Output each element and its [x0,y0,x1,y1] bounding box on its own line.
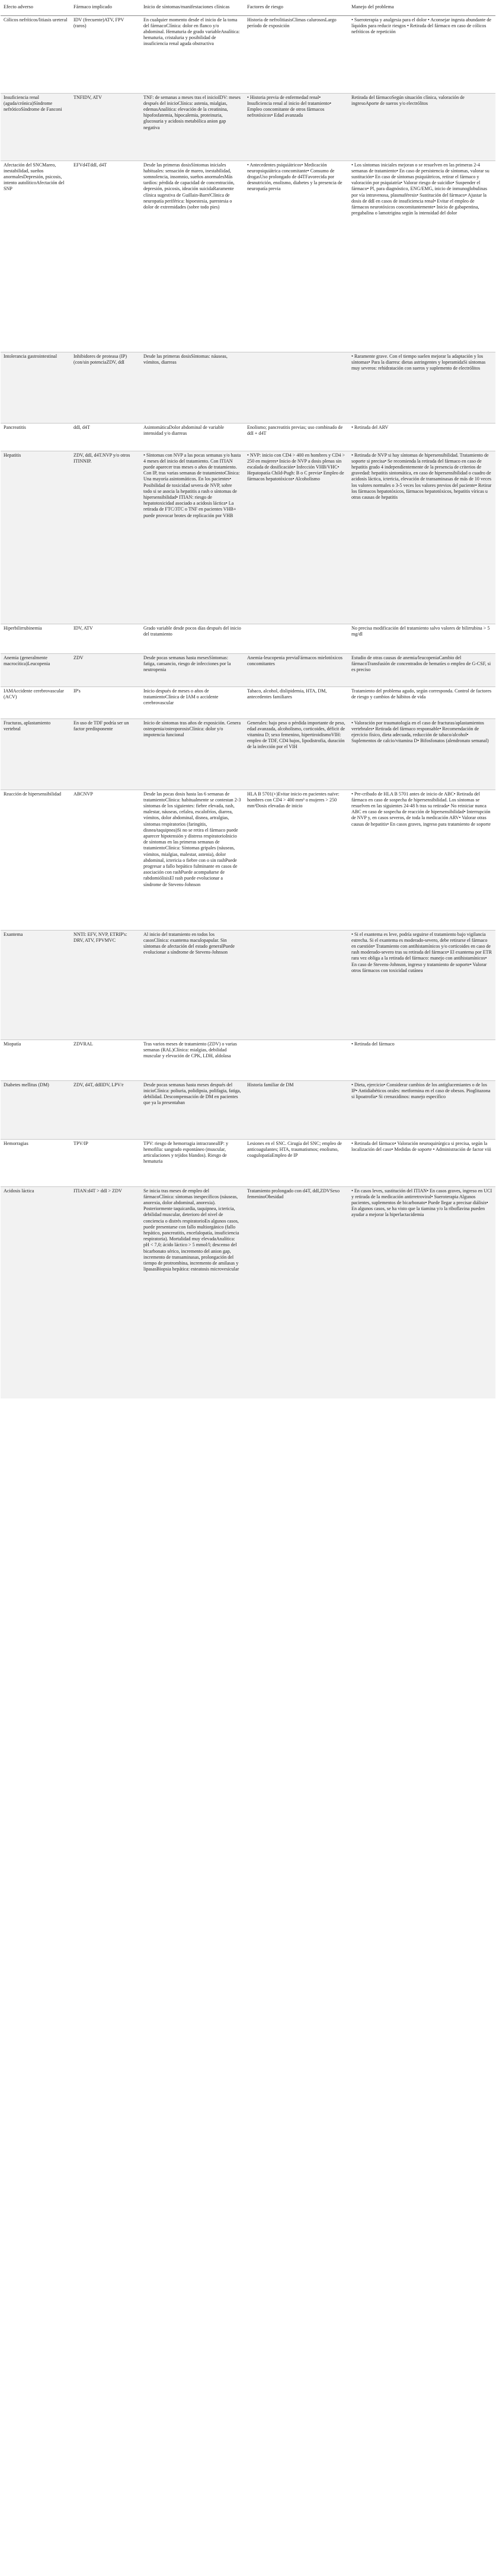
cell-efecto-adverso: Afectación del SNCMareo, inestabilidad, sueños anormalesDepresión, psicosis, intento autolíticoAfectación del SNP [4,162,65,192]
cell-efecto-adverso: Hiperbilirrubinemia [4,625,42,631]
table-row [1,1040,495,1080]
cell-inicio-sintomas: Desde las primeras dosisSíntomas: náuseas, vómitos, diarreas [143,353,228,365]
cell-farmaco: ITIAN:d4T > ddI > ZDV [73,1188,122,1194]
table-row [1,15,495,93]
cell-inicio-sintomas: En cualquier momento desde el inicio de la toma del fármacoClínica: dolor en flanco y/o abdominal. Hematuria de grado variableAnalítica: hematuria, cristaluria y posibilidad de insuficiencia renal aguda obstructiva [143,17,240,47]
cell-efecto-adverso: Insuficiencia renal (aguda/crónica)Síndrome nefróticoSíndrome de Fanconi [4,94,62,112]
cell-farmaco: ABCNVP [73,791,93,797]
cell-efecto-adverso: Intolerancia gastrointestinal [4,353,57,359]
table-row [1,93,495,161]
cell-inicio-sintomas: • Síntomas con NVP a las pocas semanas y/o hasta 4 meses del inicio del tratamiento. Con ITIAN puede aparecer tras meses o años de tratamiento. Con IP, tras varias semanas de tratamientoClínica: Una mayoría asintomáticos. En los pacientes• Posibilidad de toxicidad severa de NVP, sobre todo si se asocia la hepatitis a rash o síntomas de hipersensibilidad• ITIAN: riesgo de hepatotoxicidad asociado a acidosis láctica• La retirada de FTC/3TC o TNF en pacientes VHB+ puede provocar brotes de replicación por VHB [143,452,241,518]
header-inicio-sintomas: Inicio de síntomas/manifestaciones clínicas [140,1,244,15]
table-row [1,653,495,686]
cell-inicio-sintomas: TNF: de semanas a meses tras el inicioIDV: meses después del inicioClínica: astenia, mialgias, edemasAnalítica: elevación de la creatinina, hipofosfatemia, hipocalemia, proteinuria, glucosuria y acidosis metabólica anion gap negativa [143,94,241,130]
cell-efecto-adverso: Fracturas, aplastamiento vertebral [4,720,51,732]
table-row [1,624,495,653]
cell-factores-riesgo [244,352,348,423]
cell-inicio-sintomas: AsintomáticaDolor abdominal de variable intensidad y/o diarreas [143,424,224,436]
header-factores-riesgo: Factores de riesgo [244,1,348,15]
cell-factores-riesgo [244,1040,348,1080]
cell-farmaco: TPV/IP [73,1140,88,1146]
cell-factores-riesgo: • Antecedentes psiquiátricos• Medicación neuropsiquiátrica concomitante• Consumo de drogasUso prolongado de d4TFavorecida por desnutrición, enolismo, diabetes y la presencia de neuropatía previa [247,162,343,192]
cell-farmaco: NNTI: EFV, NVP, ETRIP's: DRV, ATV, FPVMVC [73,931,127,943]
cell-factores-riesgo: Historia de nefrolitiasisClimas calurososLargo período de exposición [247,17,337,28]
cell-efecto-adverso: Hepatitis [4,452,21,458]
cell-factores-riesgo: Tabaco, alcohol, dislipidemia, HTA, DM, antecedentes familiares [247,688,327,700]
cell-factores-riesgo: • NVP: inicio con CD4 > 400 en hombres y CD4 > 250 en mujeres• Inicio de NVP a dosis plenas sin escalada de dosificación• Infección VHB/VHC• Hepatopatía Child-Pugh: B o C previa• Empleo de fármacos hepatotóxicos• Alcoholismo [247,452,345,482]
cell-farmaco: ddI, d4T [73,424,90,430]
cell-efecto-adverso: IAMAccidente cerebrovascular (ACV) [4,688,64,700]
cell-manejo: • En casos leves, sustitución del ITIAN• En casos graves, ingreso en UCI y retirada de la medicación antirretroviral• Sueroterapia Algunos pacientes, suplementos de bicarbonato• Puede llegar a precisar diálisis• En algunos casos, se ha visto que la tiamina y/o la riboflavina pueden ayudar a mejorar la hiperlactacidemia [351,1188,492,1218]
table-row [1,686,495,718]
cell-manejo: • Retirada del fármaco• Valoración neuroquirúrgica si precisa, según la localización del caso• Medidas de soporte • Administración de factor viii [351,1140,491,1152]
cell-manejo: Estudio de otras causas de anemia/leucopeniaCambio del fármacoTransfusión de concentrados de hematíes o empleo de G-CSF, si es preciso [351,655,491,672]
cell-inicio-sintomas: Tras varios meses de tratamiento (ZDV) o varias semanas (RAL)Clínica: mialgias, debilidad muscular y elevación de CPK, LDH, aldolasa [143,1041,237,1058]
table-row [1,451,495,624]
table-row [1,1186,495,1398]
cell-efecto-adverso: Cólicos nefríticos/litiasis ureteral [4,17,68,23]
table-row [1,423,495,451]
cell-inicio-sintomas: Desde las pocas dosis hasta las 6 semanas de tratamientoClínica: habitualmente se contestan 2-3 síntomas de los siguientes: fiebre elevada, rash, malestar, náuseas, cefalea, escalofríos, diarrea, vómitos, dolor abdominal, disnea, artralgias, síntomas respiratorios (faringitis, disnea/taquipnea)Si no se retira el fármaco puede aparecer hipotensión y distress respiratorioInicio de síntomas en las primeras semanas de tratamientoClínica: Síntomas gripales (náuseas, vómitos, mialgias, malestar, astenia), dolor abdominal, ictericia o fiebre con o sin rashPuede progresar a fallo hepático fulminante en casos de asociación con rashPuede acompañarse de rabdomiólisisEl rash puede evolucionar a síndrome de Stevens-Johnson [143,791,241,887]
cell-inicio-sintomas: Desde pocas semanas hasta meses después del inicioClínica: poliuria, polidipsia, polifagia, fatiga, debilidad. Descompensación de DM en pacientes que ya la presentaban [143,1082,241,1106]
table-row [1,790,495,930]
cell-factores-riesgo [244,624,348,653]
header-manejo: Manejo del problema [348,1,495,15]
cell-inicio-sintomas: Inicio de síntomas tras años de exposición. Genera osteopenia/osteoporosisClínica: dolor y/o impotencia funcional [143,720,241,737]
cell-efecto-adverso: Anemia (generalmente macrocítica)Leucopenia [4,655,50,666]
cell-inicio-sintomas: Desde pocas semanas hasta mesesSíntomas: fatiga, cansancio, riesgo de infecciones por la neutropenia [143,655,231,672]
cell-efecto-adverso: Exantema [4,931,23,937]
cell-farmaco: TNFIDV, ATV [73,94,102,100]
cell-efecto-adverso: Diabetes mellitus (DM) [4,1082,49,1087]
cell-manejo: • Retirada del ARV [351,424,389,430]
cell-farmaco: ZDV [73,655,84,660]
cell-inicio-sintomas: Desde las primeras dosisSíntomas iniciales habituales: sensación de mareo, inestabilidad, somnolencia, insomnio, sueños anormalesMás tardíos: pérdida de capacidad de concentración, depresión, psicosis, ideación suicidaRaramente clínica sugestiva de Guillain-BarréClínica de neuropatía periférica: hipoestesia, parestesia o dolor de extremidades (sobre todo pies) [143,162,235,210]
cell-manejo: Tratamiento del problema agudo, según corresponda. Control de factores de riesgo y cambios de hábitos de vida [351,688,492,700]
cell-manejo: • Retirada de NVP si hay síntomas de hipersensibilidad. Tratamiento de soporte si precisa• Se recomienda la retirada del fármaco en caso de hepatitis grado 4 independientemente de la presencia de criterios de gravedad: hepatitis sintomática, en caso de hipersensibilidad o cuadro de acidosis láctica, ictericia, elevación de transaminasas de más de 10 veces los valores normales o 3-5 veces los valores previos del paciente• Retirar los fármacos hepatotóxicos, fármacos hepatotóxicos, hepatitis víricas u otras causas de hepatitis [351,452,492,500]
cell-inicio-sintomas: Grado variable desde pocos días después del inicio del tratamiento [143,625,241,637]
cell-factores-riesgo: Lesiones en el SNC. Cirugía del SNC; empleo de anticoagulantes; HTA, traumatismos; enolismo, coagulopatíaEmpleo de IP [247,1140,342,1158]
cell-farmaco: Inhibidores de proteasa (IP) (con/sin potenciaZDV, ddI [73,353,127,365]
cell-efecto-adverso: Reacción de hipersensibilidad [4,791,62,797]
header-efecto-adverso: Efecto adverso [1,1,71,15]
cell-farmaco: IDV, ATV [73,625,93,631]
cell-factores-riesgo: Anemia-leucopenia previaFármacos mielotóxicos concomitantes [247,655,343,666]
cell-factores-riesgo: HLA B 5701(+)Evitar inicio en pacientes naïve: hombres con CD4 > 400 mm³ o mujeres > 250 mm³Dosis elevadas de inicio [247,791,340,809]
cell-farmaco: ZDV, d4T, ddIIDV, LPV/r [73,1082,124,1087]
cell-factores-riesgo [244,930,348,1040]
cell-manejo: • Raramente grave. Con el tiempo suelen mejorar la adaptación y los síntomas• Para la diarrea: dietas astringentes y loperamidaSi síntomas muy severos: rehidratación con sueros y suplemento de electrólitos [351,353,486,371]
header-farmaco: Fármaco implicado [71,1,140,15]
cell-manejo: • Dieta, ejercicio• Considerar cambios de los antiglucemiantes o de los IP• Antidiabéticos orales: metformina en el caso de obesos. Pioglitazona si lipoatrofia• Si crenaxidinos: manejo específico [351,1082,491,1099]
cell-efecto-adverso: Hemorragias [4,1140,28,1146]
adverse-effects-table [1,1,495,1398]
table-row [1,352,495,423]
cell-inicio-sintomas: TPV: riesgo de hemorragia intracranealIP: y hemofilia: sangrado espontáneo (muscular, articulaciones y tejidos blandos). Riesgo de hematuria [143,1140,229,1165]
table-row [1,718,495,790]
cell-factores-riesgo: Enolismo; pancreatitis previas; uso combinado de ddI + d4T [247,424,343,436]
cell-factores-riesgo: • Historia previa de enfermedad renal• Insuficiencia renal al inicio del tratamiento• Empleo concomitante de otros fármacos nefrotóxicos• Edad avanzada [247,94,331,118]
table-header-row [1,1,495,15]
cell-farmaco: IDV (frecuente)ATV, FPV (raros) [73,17,124,28]
cell-efecto-adverso: Miopatía [4,1041,21,1047]
table-row [1,930,495,1040]
table-row [1,161,495,352]
cell-farmaco: IP's [73,688,81,694]
cell-farmaco: ZDVRAL [73,1041,93,1047]
cell-farmaco: ZDV, ddI, d4T.NVP y/o otros ITINNIP. [73,452,130,464]
table-row [1,1080,495,1139]
cell-farmaco: En uso de TDF podría ser un factor predisponente [73,720,129,732]
cell-manejo: • Valoración por traumatología en el caso de fracturas/aplastamientos vertebrales• Retirada del fármaco responsable• Recomendación de ejercicio físico, dieta adecuada, reducción de tabaco/alcohol• Suplementos de calcio/vitamina D• Bifosfonatos (alendronato semanal) [351,720,489,744]
cell-inicio-sintomas: Se inicia tras meses de empleo del fármacoClínica: síntomas inespecíficos (náuseas, anorexia, dolor abdominal, anorexia). Posteriormente taquicardia, taquipnea, ictericia, debilidad muscular, deterioro del nivel de conciencia o distrés respiratorioEn algunos casos, puede presentarse con fallo multiorgánico (fallo hepático, pancreatitis, encefalopatía, insuficiencia respiratoria). Mortalidad muy elevadaAnalítica: pH < 7,0; ácido láctico > 5 mmol/l; descenso del bicarbonato sérico, incremento del anion gap, incremento de transaminasas, prolongación del tiempo de protrombina, incremento de amilasas y lipasasBiopsia hepática: esteatosis microvesicular [143,1188,239,1272]
cell-efecto-adverso: Acidosis láctica [4,1188,34,1194]
table-row [1,1139,495,1186]
cell-manejo: • Sueroterapia y analgesia para el dolor • Aconsejar ingesta abundante de líquidos para reducir riesgos • Retirada del fármaco en caso de cólicos nefríticos de repetición [351,17,492,34]
cell-inicio-sintomas: Al inicio del tratamiento en todos los casosClínica: exantema maculopapular. Sin síntomas de afectación del estado generalPuede evolucionar a síndrome de Stevens-Johnson [143,931,235,955]
cell-manejo: No precisa modificación del tratamiento salvo valores de bilirrubina > 5 mg/dl [351,625,490,637]
cell-factores-riesgo: Generales: bajo peso o pérdida importante de peso, edad avanzada, alcoholismo, corticoides, déficit de vitamina D; sexo femenino, hipertiroidismoVIH: empleo de TDF, CD4 bajos, lipodistrofia, duración de la infección por el VIH [247,720,345,750]
cell-manejo: • Pre-cribado de HLA B 5701 antes de inicio de ABC• Retirada del fármaco en caso de sospecha de hipersensibilidad. Los síntomas se resuelven en las siguientes 24-48 h tras su retirada• No reiniciar nunca ABC en caso de sospecha de reacción de hipersensibilidad• Interrupción de NVP y, en casos severos, de toda la medicación ARV• Valorar otras causas de hepatitis• En casos graves, ingreso para tratamiento de soporte [351,791,491,827]
cell-manejo: • Los síntomas iniciales mejoran o se resuelven en las primeras 2-4 semanas de tratamiento• En caso de persistencia de síntomas, valorar su sustitución• En caso de síntomas psiquiátricos, retirar el fármaco y valoración por psiquiatría• Valorar riesgo de suicidio• Suspender el fármaco• Pl, para diagnóstico, ENG/EMG, inicio de inmunoglobulinas por vía intravenosa, plasmaféresis• Sustitución del fármaco• Ajustar la dosis de ddI en casos de insuficiencia renal• Evitar el empleo de fármacos neurotóxicos concomitantemente• Inicio de gabapentina, pregabalina o lamotrigina según la intensidad del dolor [351,162,489,216]
cell-factores-riesgo: Historia familiar de DM [247,1082,294,1087]
cell-factores-riesgo: Tratamiento prolongado con d4T, ddI,ZDVSexo femeninoObesidad [247,1188,340,1199]
cell-farmaco: EFVd4TddI, d4T [73,162,107,168]
cell-manejo: Retirada del fármacoSegún situación clínica, valoración de ingresoAporte de sueros y/o electrólitos [351,94,465,106]
cell-efecto-adverso: Pancreatitis [4,424,26,430]
cell-manejo: • Retirada del fármaco [351,1041,395,1047]
cell-inicio-sintomas: Inicio después de meses o años de tratamientoClínica de IAM o accidente cerebrovascular [143,688,219,705]
cell-manejo: • Si el exantema es leve, podría seguirse el tratamiento bajo vigilancia estrecha. Si el exantema es moderado-severo, debe retirarse el fármaco en cuestión• Tratamiento con antihistamínicos y/o corticoides en caso de rash moderado-severo tras su retirada del fármaco• El exantema por ETR rara vez obliga a la retirada del fármaco: manejo con antihistamínicos• En caso de Stevens-Johnson, ingreso y tratamiento de soporte• Valorar otros fármacos con toxicidad cutánea [351,931,492,973]
